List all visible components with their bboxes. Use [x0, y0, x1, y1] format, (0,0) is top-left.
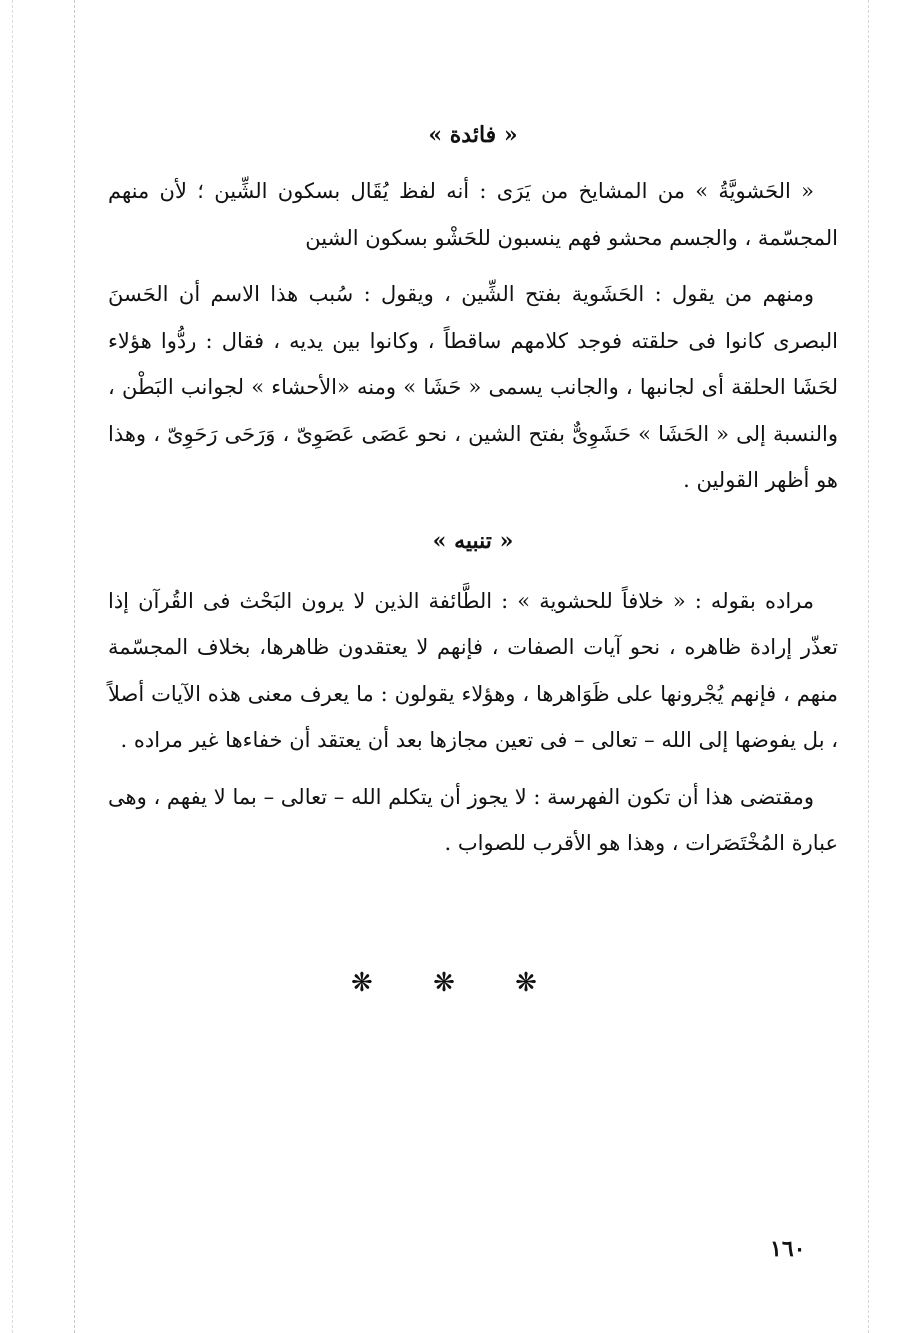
paragraph-muraduhu: مراده بقوله : « خلافاً للحشوية » : الطَّائفة الذين لا يرون البَحْث فى القُرآن إذا تعذّر إرادة ظاهره ، نحو آيات الصفات ، فإنهم لا يعتقدون ظاهرها، بخلاف المجسّمة منهم ، فإنهم يُجْرونها على ظَوَاهرها ، وهؤلاء يقولون : ما يعرف معنى هذه الآيات أصلاً ، بل يفوضها إلى الله – تعالى – فى تعين مجازها بعد أن يعتقد أن خفاءها غير مراده . — [108, 588, 838, 752]
scan-margin-line-left-outer — [12, 0, 13, 1333]
paragraph-hashwiyya-fath: ومنهم من يقول : الحَشَوية بفتح الشِّين ، ويقول : سُبب هذا الاسم أن الحَسنَ البصرى كانوا فى حلقته فوجد كلامهم ساقطاً ، وكانوا بين يديه ، فقال : ردُّوا هؤلاء لحَشَا الحلقة أى لجانبها ، والجانب يسمى « حَشَا » ومنه «الأحشاء » لجوانب البَطْن ، والنسبة إلى « الحَشَا » حَشَوِىٌّ بفتح الشين ، نحو عَصَى عَصَوِىّ ، وَرَحَى رَحَوِىّ ، وهذا هو أظهر القولين . — [108, 282, 838, 492]
paragraph-muqtada: ومقتضى هذا أن تكون الفهرسة : لا يجوز أن يتكلم الله – تعالى – بما لا يفهم ، وهى عبارة المُخْتَصَرات ، وهذا هو الأقرب للصواب . — [108, 784, 838, 855]
scan-margin-line-right — [868, 0, 869, 1333]
scan-margin-line-left — [74, 0, 75, 1333]
section-heading-faida: « فائدة » — [428, 122, 518, 148]
paragraph-hashwiyya-sukun: « الحَشويَّةُ » من المشايخ من يَرَى : أنه لفظ يُقَال بسكون الشِّين ؛ لأن منهم المجسّمة ، والجسم محشو فهم ينسبون للحَشْو بسكون الشين — [108, 179, 838, 250]
section-separator-stars: ❋ ❋ ❋ — [351, 968, 563, 998]
text-body — [108, 112, 838, 867]
page-number: ١٦٠ — [770, 1236, 806, 1262]
section-heading-tanbih: « تنبيه » — [432, 527, 514, 554]
